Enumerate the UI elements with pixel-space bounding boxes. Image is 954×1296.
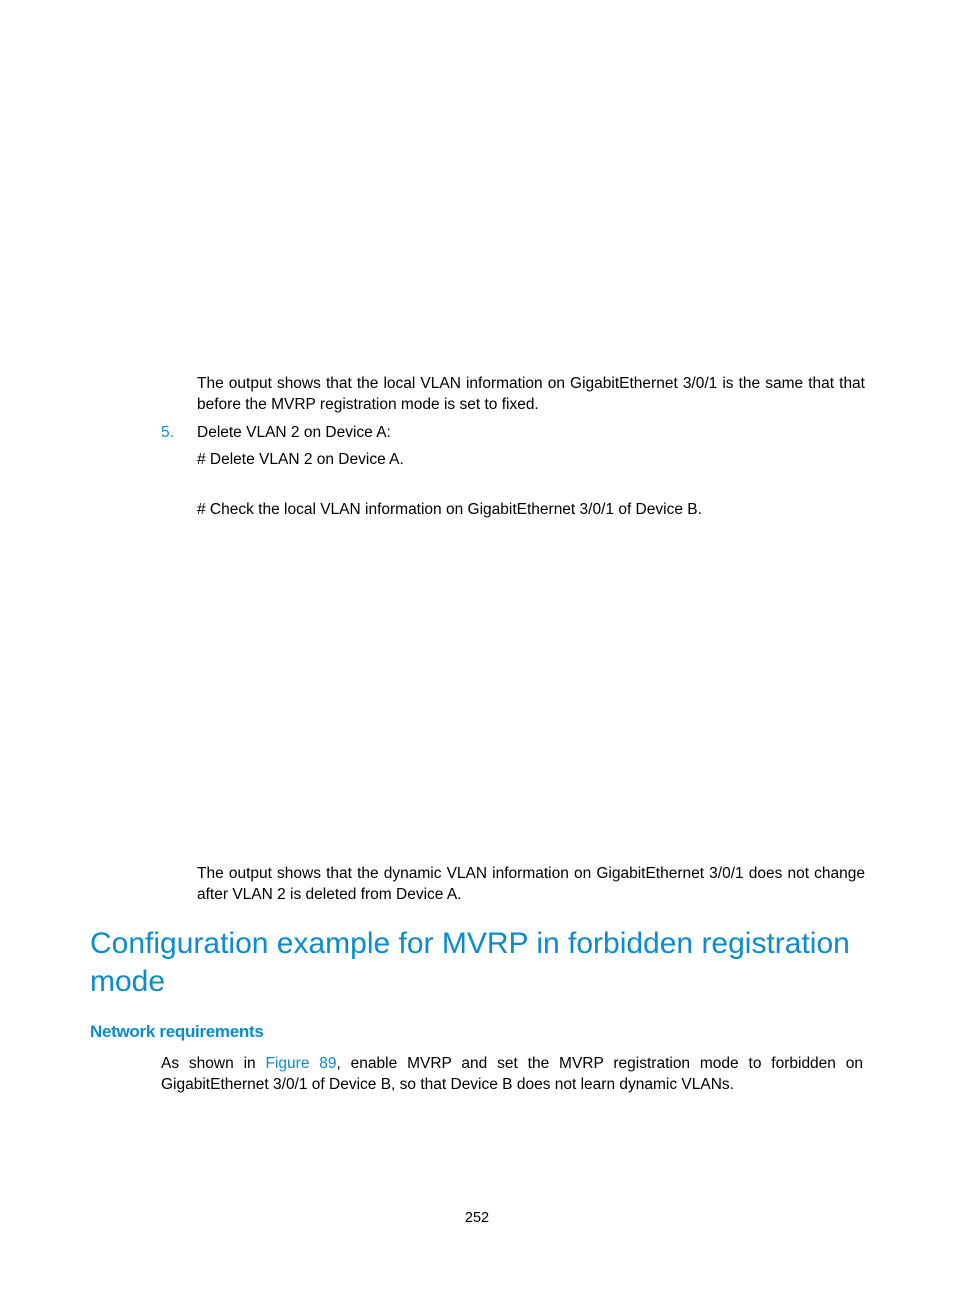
network-requirements-paragraph	[161, 1053, 863, 1095]
network-requirements-heading: Network requirements	[90, 1022, 264, 1041]
page-number: 252	[464, 1210, 490, 1226]
output-fixed-paragraph: The output shows that the local VLAN information on GigabitEthernet 3/0/1 is the same that that before the MVRP registration mode is set to fixed.	[197, 375, 865, 413]
step-text: Delete VLAN 2 on Device A:	[197, 424, 391, 441]
output-dynamic-paragraph: The output shows that the dynamic VLAN information on GigabitEthernet 3/0/1 does not change after VLAN 2 is deleted from Device A.	[197, 865, 865, 903]
check-vlan-comment: # Check the local VLAN information on GigabitEthernet 3/0/1 of Device B.	[197, 501, 702, 518]
figure-link[interactable]: Figure 89	[265, 1055, 337, 1072]
step-number: 5.	[161, 424, 174, 441]
body-text-before-link: As shown in	[161, 1055, 266, 1072]
delete-vlan-comment: # Delete VLAN 2 on Device A.	[197, 451, 404, 468]
body-text-after-link: , enable MVRP and set the MVRP registration mode to forbidden on GigabitEthernet 3/0/1 of Device B, so that Device B does not learn dynamic VLANs.	[161, 1055, 864, 1093]
section-heading: Configuration example for MVRP in forbidden registration mode	[90, 927, 850, 998]
